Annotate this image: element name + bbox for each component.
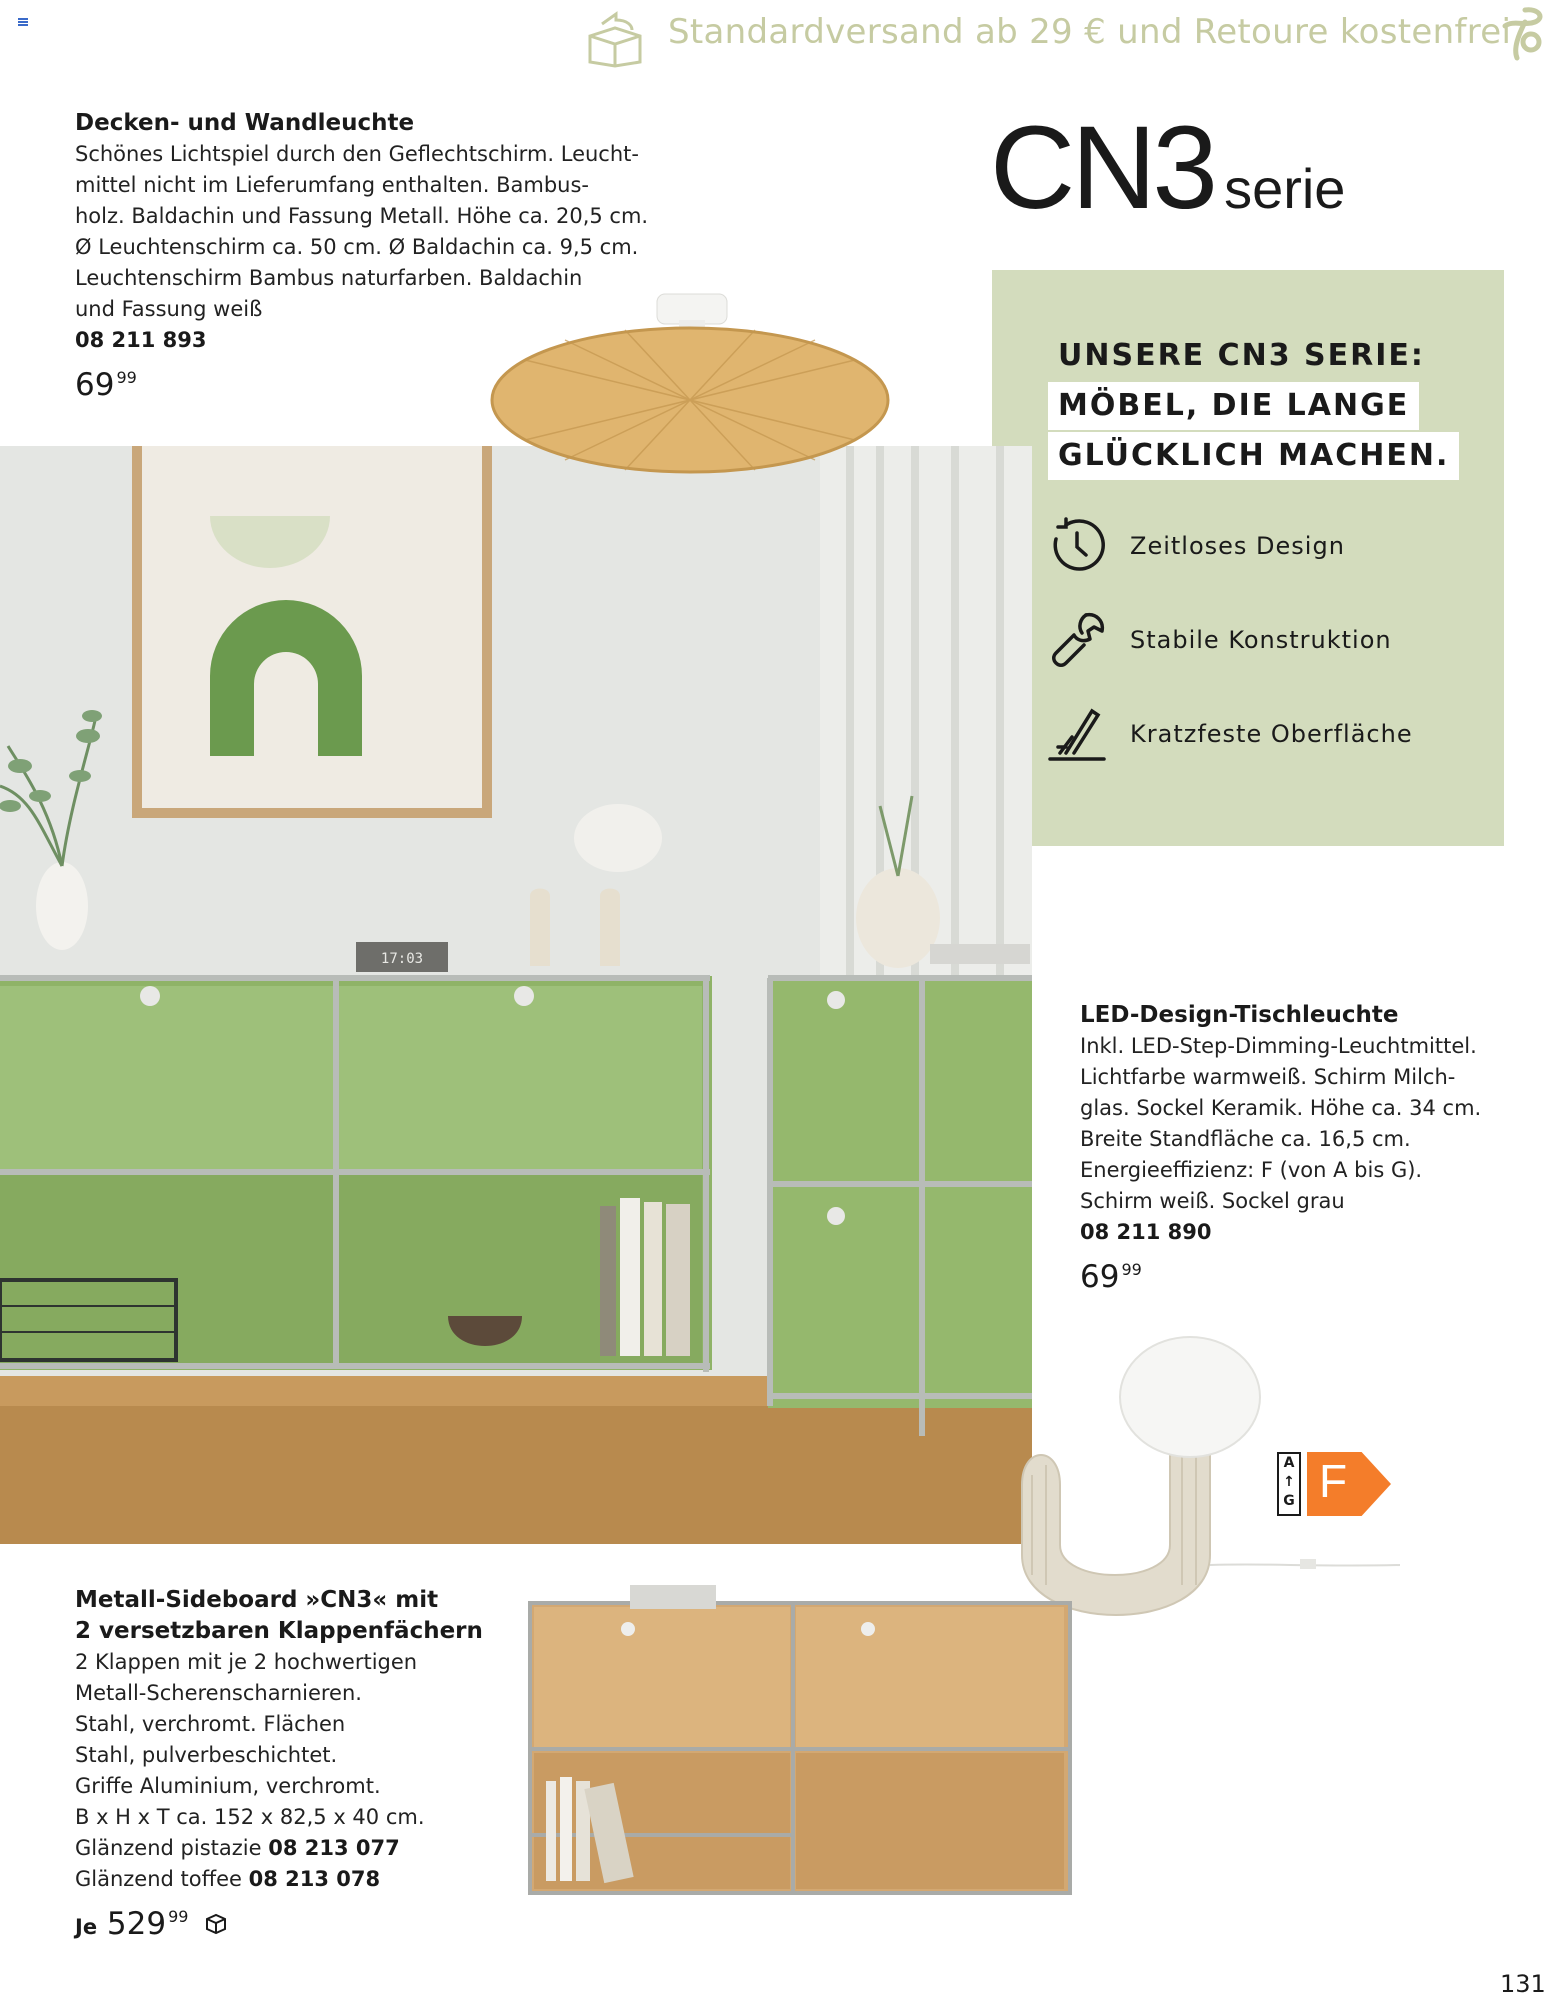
table-lamp-info <box>1080 1000 1520 1293</box>
price-main: 69 <box>1080 1259 1120 1295</box>
delivery-package-icon <box>204 1912 228 1936</box>
clock-icon <box>1046 515 1108 577</box>
sideboard-desc-line: Griffe Aluminium, verchromt. <box>75 1774 381 1798</box>
sideboard-desc-line: Stahl, pulverbeschichtet. <box>75 1743 338 1767</box>
feature-stable <box>1046 608 1392 672</box>
sideboard-price <box>75 1901 505 1943</box>
clock-display: 17:03 <box>380 951 424 967</box>
room-photo <box>0 446 1032 1544</box>
energy-efficiency-label <box>1277 1452 1391 1516</box>
feature-timeless <box>1046 514 1345 578</box>
ceiling-lamp-desc-line: Ø Leuchtenschirm ca. 50 cm. Ø Baldachin ca. 9,5 cm. <box>75 235 639 259</box>
brand-logo <box>1495 4 1547 62</box>
ceiling-lamp-desc-line: holz. Baldachin und Fassung Metall. Höhe ca. 20,5 cm. <box>75 204 649 228</box>
ceiling-lamp-title: Decken- und Wandleuchte <box>75 110 415 136</box>
page-number: 131 <box>1500 1970 1546 1998</box>
energy-scale-top: A <box>1283 1455 1295 1471</box>
sideboard-title-line: 2 versetzbaren Klappenfächern <box>75 1618 483 1644</box>
headline-line: GLÜCKLICH MACHEN. <box>1048 432 1459 480</box>
sideboard-variant <box>75 1833 505 1864</box>
ceiling-lamp-image <box>485 290 895 490</box>
feature-label: Zeitloses Design <box>1130 532 1345 560</box>
headline-line: MÖBEL, DIE LANGE <box>1048 382 1419 430</box>
ceiling-lamp-desc-line: Leuchtenschirm Bambus naturfarben. Baldachin <box>75 266 583 290</box>
feature-label: Stabile Konstruktion <box>1130 626 1392 654</box>
sideboard-variant <box>75 1864 505 1895</box>
energy-scale-bottom: G <box>1283 1493 1295 1509</box>
sideboard-desc-line: 2 Klappen mit je 2 hochwertigen <box>75 1650 418 1674</box>
wrench-icon <box>1046 609 1108 671</box>
shipping-info-text: Standardversand ab 29 € und Retoure kostenfrei <box>668 12 1512 52</box>
ceiling-lamp-article-number: 08 211 893 <box>75 328 207 352</box>
price-cents: 99 <box>1121 1260 1142 1279</box>
shipping-return-box-icon <box>582 8 648 68</box>
sideboard-desc-line: B x H x T ca. 152 x 82,5 x 40 cm. <box>75 1805 425 1829</box>
feature-scratchproof <box>1046 702 1413 766</box>
ceiling-lamp-desc-line: und Fassung weiß <box>75 297 263 321</box>
price-prefix: Je <box>75 1915 98 1939</box>
room-scene-illustration <box>0 446 1032 1544</box>
table-lamp-desc-line: Energieeffizienz: F (von A bis G). <box>1080 1158 1423 1182</box>
variant-article-number: 08 213 078 <box>248 1867 381 1891</box>
series-feature-box <box>992 270 1504 846</box>
price-main: 529 <box>106 1906 167 1942</box>
energy-scale <box>1277 1452 1301 1516</box>
sideboard-desc-line: Stahl, verchromt. Flächen <box>75 1712 346 1736</box>
table-lamp-desc-line: Lichtfarbe warmweiß. Schirm Milch- <box>1080 1065 1456 1089</box>
cn3-series-logo <box>990 100 1345 236</box>
table-lamp-desc-line: Schirm weiß. Sockel grau <box>1080 1189 1345 1213</box>
cn3-logo-small: serie <box>1224 157 1346 220</box>
table-lamp-desc-line: Inkl. LED-Step-Dimming-Leuchtmittel. <box>1080 1034 1477 1058</box>
table-lamp-article-number: 08 211 890 <box>1080 1220 1212 1244</box>
scratch-icon <box>1046 703 1108 765</box>
ceiling-lamp-desc-line: mittel nicht im Lieferumfang enthalten. Bambus- <box>75 173 589 197</box>
top-banner <box>0 0 1551 70</box>
price-main: 69 <box>75 367 115 403</box>
series-headline <box>1048 332 1459 482</box>
energy-scale-arrow: ↑ <box>1283 1474 1295 1490</box>
sideboard-desc-line: Metall-Scherenscharnieren. <box>75 1681 362 1705</box>
energy-class: F <box>1319 1455 1348 1507</box>
feature-label: Kratzfeste Oberfläche <box>1130 720 1413 748</box>
sideboard-toffee-image <box>510 1585 1080 1905</box>
sideboard-title-line: Metall-Sideboard »CN3« mit <box>75 1587 439 1613</box>
table-lamp-desc-line: Breite Standfläche ca. 16,5 cm. <box>1080 1127 1411 1151</box>
headline-line: UNSERE CN3 SERIE: <box>1058 338 1425 373</box>
variant-label: Glänzend toffee <box>75 1867 242 1891</box>
table-lamp-desc-line: glas. Sockel Keramik. Höhe ca. 34 cm. <box>1080 1096 1482 1120</box>
price-cents: 99 <box>168 1907 189 1926</box>
menu-icon[interactable] <box>18 18 28 26</box>
variant-label: Glänzend pistazie <box>75 1836 262 1860</box>
table-lamp-title: LED-Design-Tischleuchte <box>1080 1002 1399 1028</box>
price-cents: 99 <box>116 368 137 387</box>
sideboard-info <box>75 1585 505 1943</box>
ceiling-lamp-desc-line: Schönes Lichtspiel durch den Geflechtschirm. Leucht- <box>75 142 639 166</box>
cn3-logo-big: CN3 <box>990 102 1215 234</box>
variant-article-number: 08 213 077 <box>268 1836 400 1860</box>
table-lamp-price <box>1080 1254 1520 1293</box>
